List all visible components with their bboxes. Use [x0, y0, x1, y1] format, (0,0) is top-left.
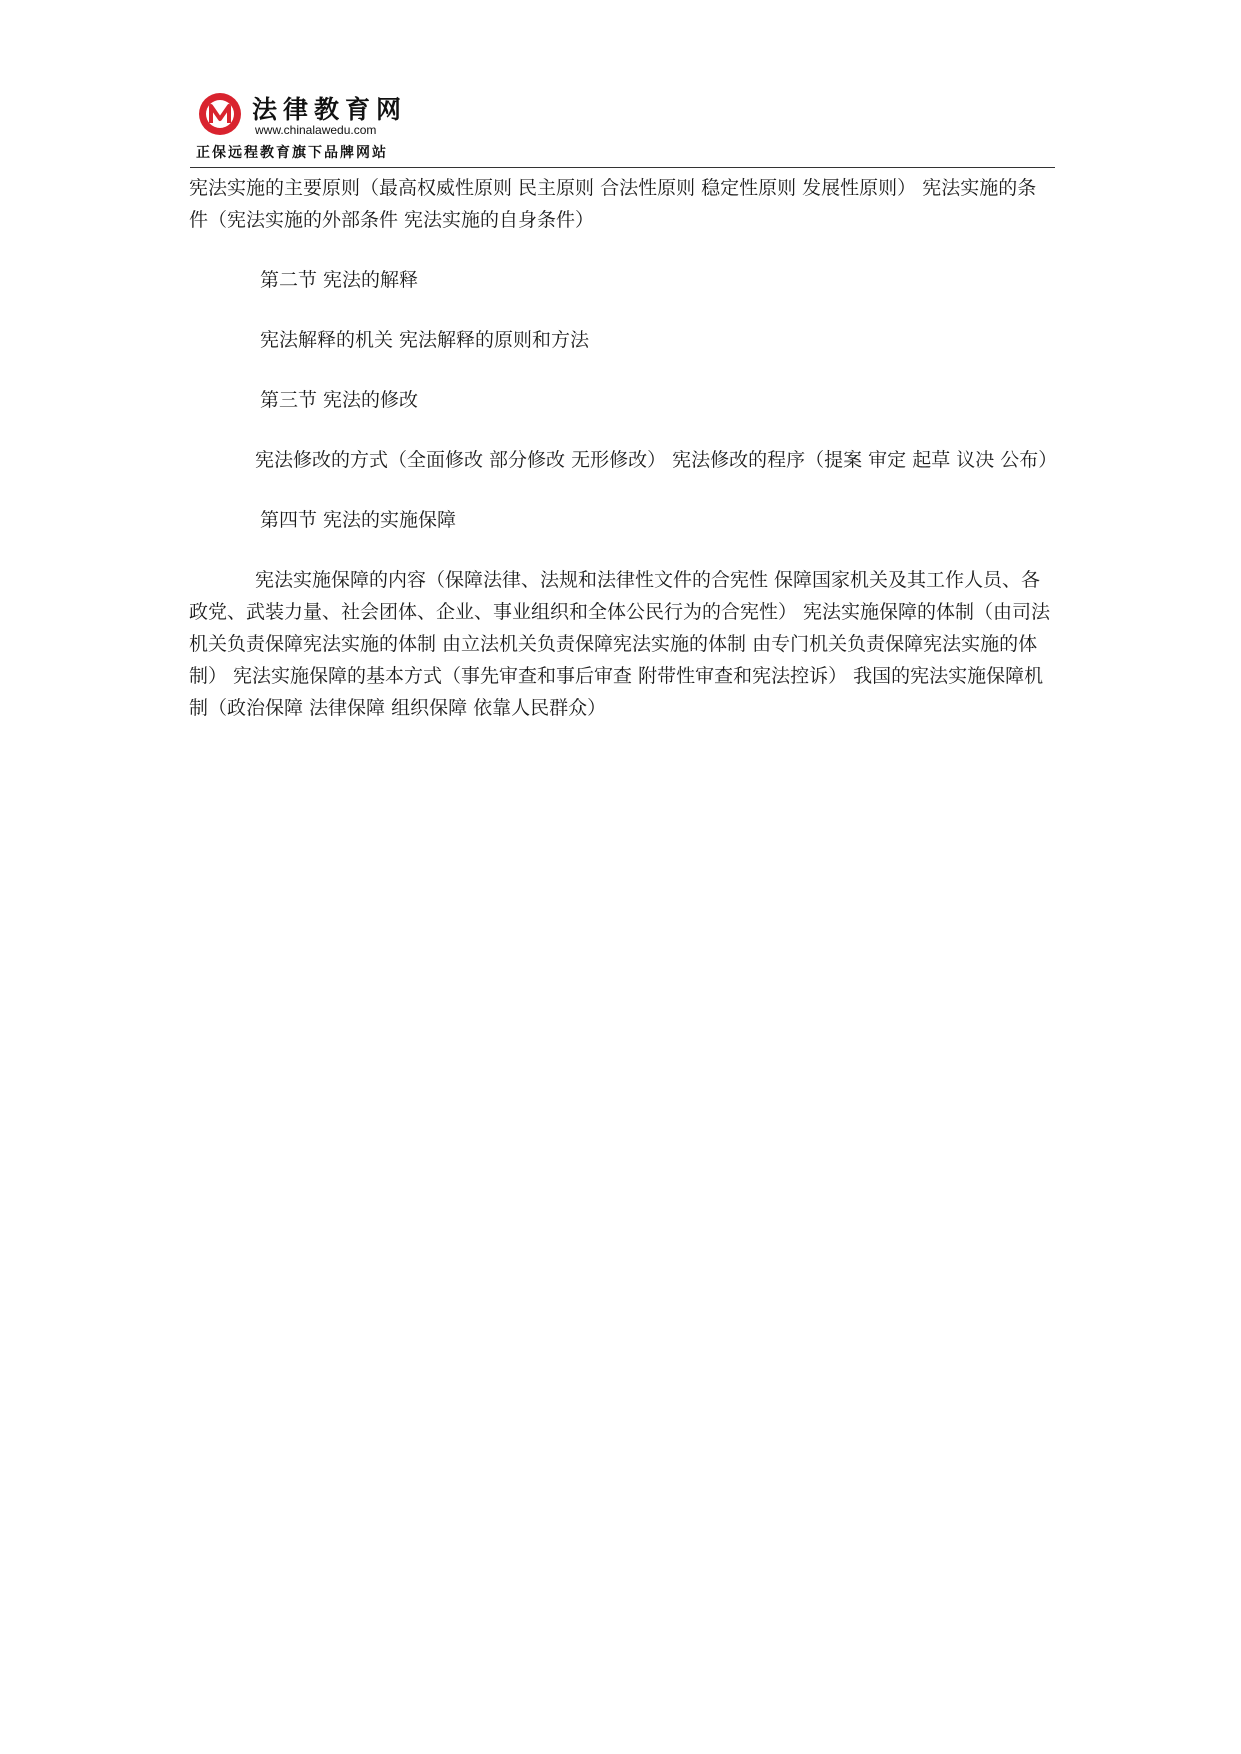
paragraph-guarantee: 宪法实施保障的内容（保障法律、法规和法律性文件的合宪性 保障国家机关及其工作人员、各政党、武装力量、社会团体、企业、事业组织和全体公民行为的合宪性） 宪法实施保障的体制（由司法机关负责保障宪法实施的体制 由立法机关负责保障宪法实施的体制 由专门机关负责保障宪法实施的体制） 宪法实施保障的基本方式（事先审查和事后审查 附带性审查和宪法控诉） 我国的宪法实施保障机制（政治保障 法律保障 组织保障 依靠人民群众）: [189, 569, 1051, 719]
section-heading-guarantee: 第四节 宪法的实施保障: [260, 509, 457, 531]
section-heading-amendment: 第三节 宪法的修改: [260, 389, 419, 411]
site-slogan: 正保远程教育旗下品牌网站: [196, 145, 388, 161]
section-heading-interpretation: 第二节 宪法的解释: [260, 269, 419, 291]
chinalawedu-logo-icon: [198, 92, 242, 136]
document-body: [189, 172, 1058, 724]
paragraph-interpretation: 宪法解释的机关 宪法解释的原则和方法: [260, 329, 590, 351]
paragraph-amendment: 宪法修改的方式（全面修改 部分修改 无形修改） 宪法修改的程序（提案 审定 起草 议决 公布）: [255, 449, 1058, 471]
paragraph-implementation-principles: 宪法实施的主要原则（最高权威性原则 民主原则 合法性原则 稳定性原则 发展性原则） 宪法实施的条件（宪法实施的外部条件 宪法实施的自身条件）: [189, 177, 1037, 231]
header-divider: [190, 167, 1055, 168]
site-url[interactable]: www.chinalawedu.com: [255, 123, 377, 137]
page-header: [190, 86, 1055, 170]
site-name: 法律教育网: [252, 95, 408, 124]
